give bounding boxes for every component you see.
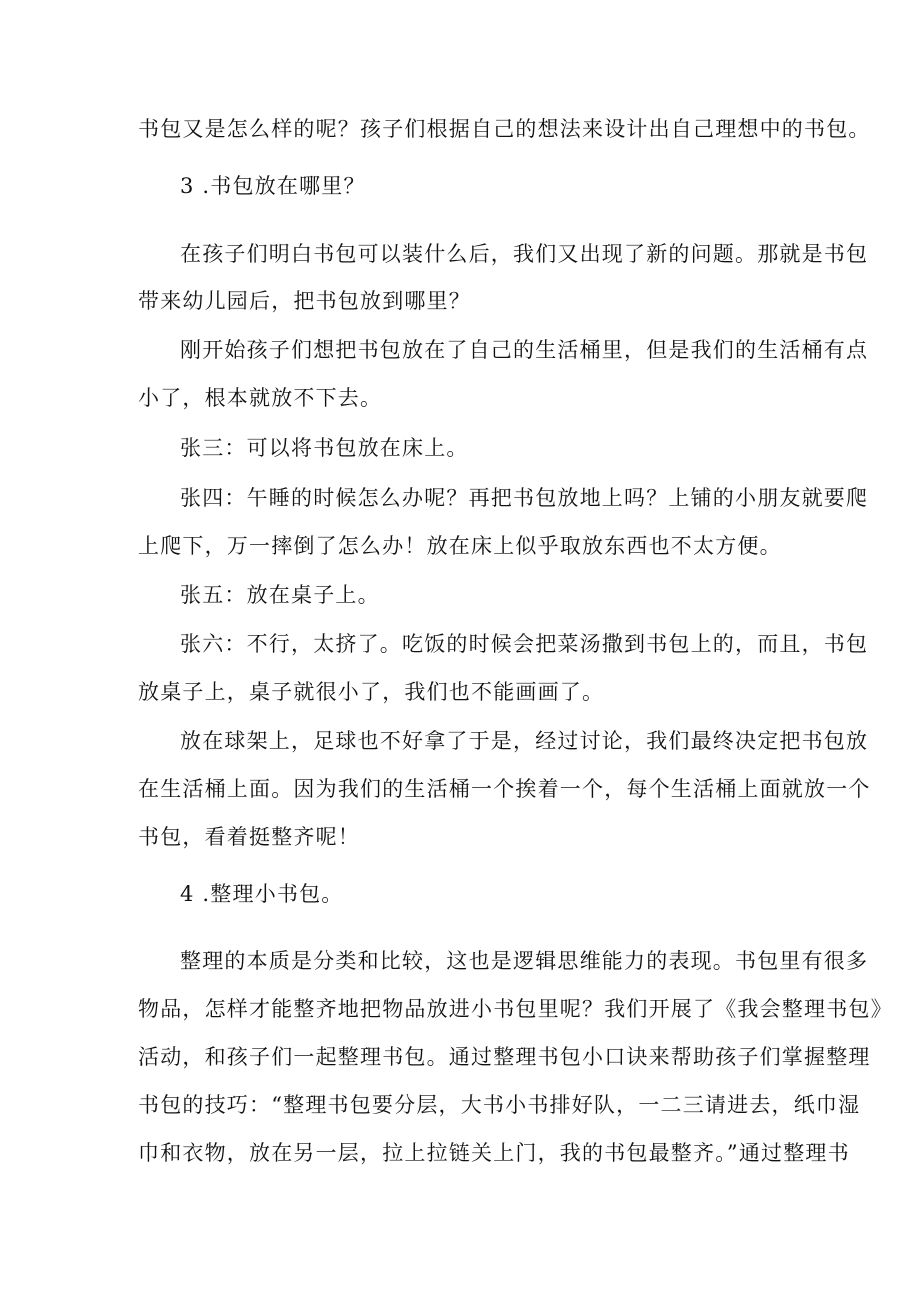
paragraph-line: 放桌子上，桌子就很小了，我们也不能画画了。 <box>138 680 605 704</box>
paragraph-line: 张四：午睡的时候怎么办呢？再把书包放地上吗？上铺的小朋友就要爬 <box>180 486 869 510</box>
paragraph-line: 刚开始孩子们想把书包放在了自己的生活桶里，但是我们的生活桶有点 <box>180 338 869 362</box>
paragraph-line: 在生活桶上面。因为我们的生活桶一个挨着一个，每个生活桶上面就放一个 <box>138 777 871 801</box>
paragraph-line: 物品，怎样才能整齐地把物品放进小书包里呢？我们开展了《我会整理书包》 <box>138 997 893 1021</box>
paragraph-line: 带来幼儿园后，把书包放到哪里？ <box>138 289 471 313</box>
paragraph-line: 张五：放在桌子上。 <box>180 583 380 607</box>
paragraph-line: 整理的本质是分类和比较，这也是逻辑思维能力的表现。书包里有很多 <box>180 949 869 973</box>
paragraph-line: 张六：不行，太挤了。吃饭的时候会把菜汤撒到书包上的，而且，书包 <box>180 632 869 656</box>
paragraph-line: 放在球架上，足球也不好拿了于是，经过讨论，我们最终决定把书包放 <box>180 729 869 753</box>
paragraph-line: 巾和衣物，放在另一层，拉上拉链关上门，我的书包最整齐。”通过整理书 <box>138 1141 850 1165</box>
paragraph-line: 张三：可以将书包放在床上。 <box>180 436 469 460</box>
paragraph-line: 上爬下，万一摔倒了怎么办！放在床上似乎取放东西也不太方便。 <box>138 534 782 558</box>
paragraph-line: 活动，和孩子们一起整理书包。通过整理书包小口诀来帮助孩子们掌握整理 <box>138 1045 871 1069</box>
paragraph-line: 书包，看着挺整齐呢！ <box>138 825 360 849</box>
paragraph-line: 书包的技巧：“整理书包要分层，大书小书排好队，一二三请进去，纸巾湿 <box>138 1093 861 1117</box>
section-heading: 3 .书包放在哪里？ <box>180 174 366 198</box>
section-heading: 4 .整理小书包。 <box>180 882 344 906</box>
paragraph-line: 书包又是怎么样的呢？孩子们根据自己的想法来设计出自己理想中的书包。 <box>138 117 871 141</box>
paragraph-line: 小了，根本就放不下去。 <box>138 386 383 410</box>
paragraph-line: 在孩子们明白书包可以装什么后，我们又出现了新的问题。那就是书包 <box>180 242 869 266</box>
